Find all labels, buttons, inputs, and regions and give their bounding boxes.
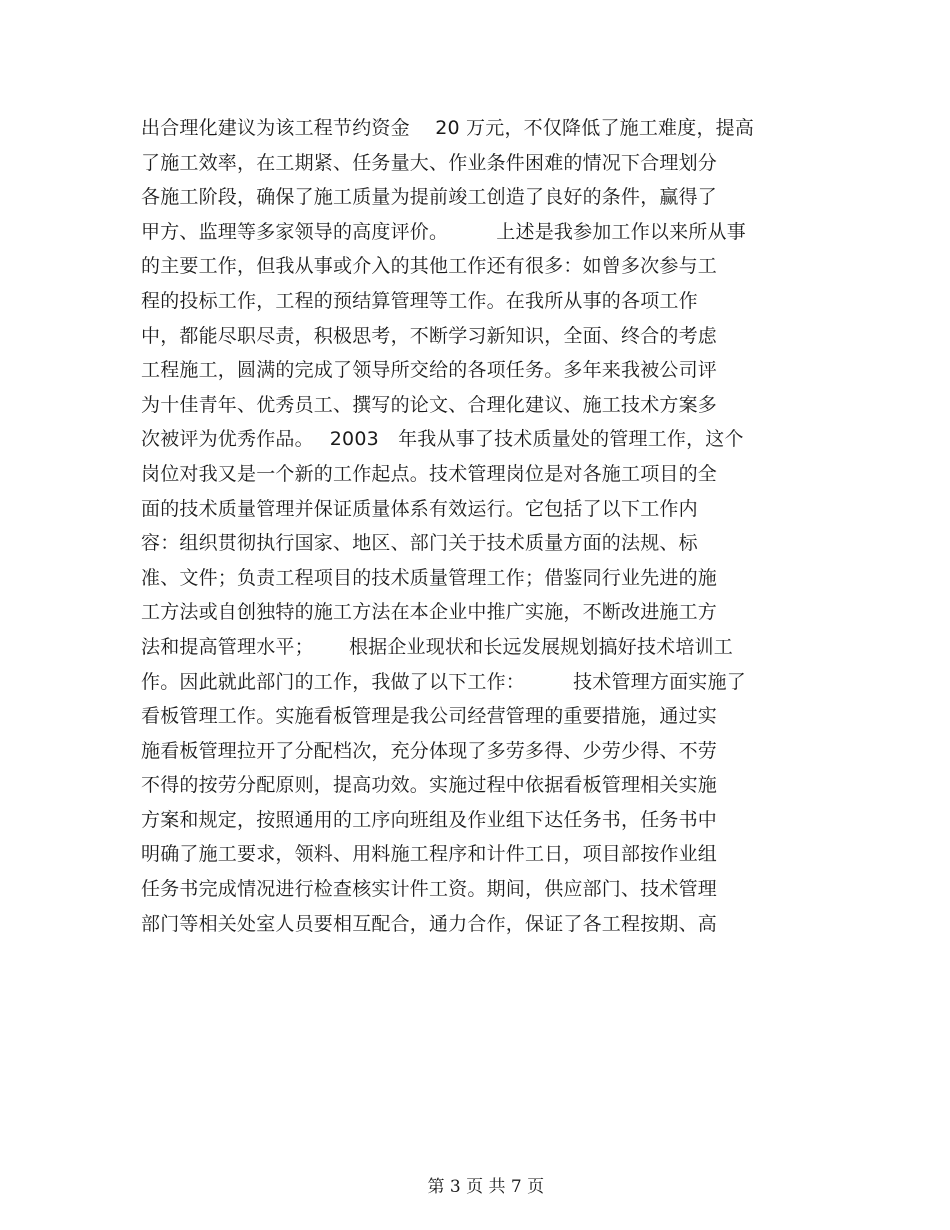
text-line: 作。因此就此部门的工作，我做了以下工作： 技术管理方面实施了	[141, 670, 746, 693]
text-line: 的主要工作，但我从事或介入的其他工作还有很多：如曾多次参与工	[141, 255, 718, 278]
page-number-footer	[0, 1152, 950, 1217]
text-line: 不得的按劳分配原则，提高功效。实施过程中依据看板管理相关实施	[141, 774, 718, 797]
text-line: 任务书完成情况进行检查核实计件工资。期间，供应部门、技术管理	[141, 878, 718, 901]
text-line: 了施工效率，在工期紧、任务量大、作业条件困难的情况下合理划分	[141, 151, 718, 174]
text-line: 明确了施工要求，领料、用料施工程序和计件工日，项目部按作业组	[141, 843, 718, 866]
text-line: 程的投标工作，工程的预结算管理等工作。在我所从事的各项工作	[141, 289, 698, 312]
text-line: 方案和规定，按照通用的工序向班组及作业组下达任务书，任务书中	[141, 808, 718, 831]
text-line: 看板管理工作。实施看板管理是我公司经营管理的重要措施，通过实	[141, 705, 718, 728]
text-line: 次被评为优秀作品。 2003 年我从事了技术质量处的管理工作，这个	[141, 428, 744, 451]
text-line: 甲方、监理等多家领导的高度评价。 上述是我参加工作以来所从事	[141, 220, 746, 243]
text-line: 工程施工，圆满的完成了领导所交给的各项任务。多年来我被公司评	[141, 359, 718, 382]
text-line: 岗位对我又是一个新的工作起点。技术管理岗位是对各施工项目的全	[141, 462, 718, 485]
text-line: 工方法或自创独特的施工方法在本企业中推广实施，不断改进施工方	[141, 601, 718, 624]
text-line: 各施工阶段，确保了施工质量为提前竣工创造了良好的条件，赢得了	[141, 186, 718, 209]
text-line: 中，都能尽职尽责，积极思考，不断学习新知识，全面、终合的考虑	[141, 324, 718, 347]
text-line: 面的技术质量管理并保证质量体系有效运行。它包括了以下工作内	[141, 497, 698, 520]
text-line: 为十佳青年、优秀员工、撰写的论文、合理化建议、施工技术方案多	[141, 393, 718, 416]
text-line: 施看板管理拉开了分配档次，充分体现了多劳多得、少劳少得、不劳	[141, 739, 718, 762]
text-line: 准、文件；负责工程项目的技术质量管理工作；借鉴同行业先进的施	[141, 566, 718, 589]
page-number-label: 第 3 页 共 7 页	[427, 1177, 545, 1197]
text-line: 出合理化建议为该工程节约资金 20 万元，不仅降低了施工难度，提高	[141, 117, 755, 139]
text-line: 部门等相关处室人员要相互配合，通力合作，保证了各工程按期、高	[141, 912, 718, 935]
text-line: 容：组织贯彻执行国家、地区、部门关于技术质量方面的法规、标	[141, 532, 698, 555]
body-text	[141, 111, 821, 941]
text-line: 法和提高管理水平； 根据企业现状和长远发展规划搞好技术培训工	[141, 635, 733, 658]
